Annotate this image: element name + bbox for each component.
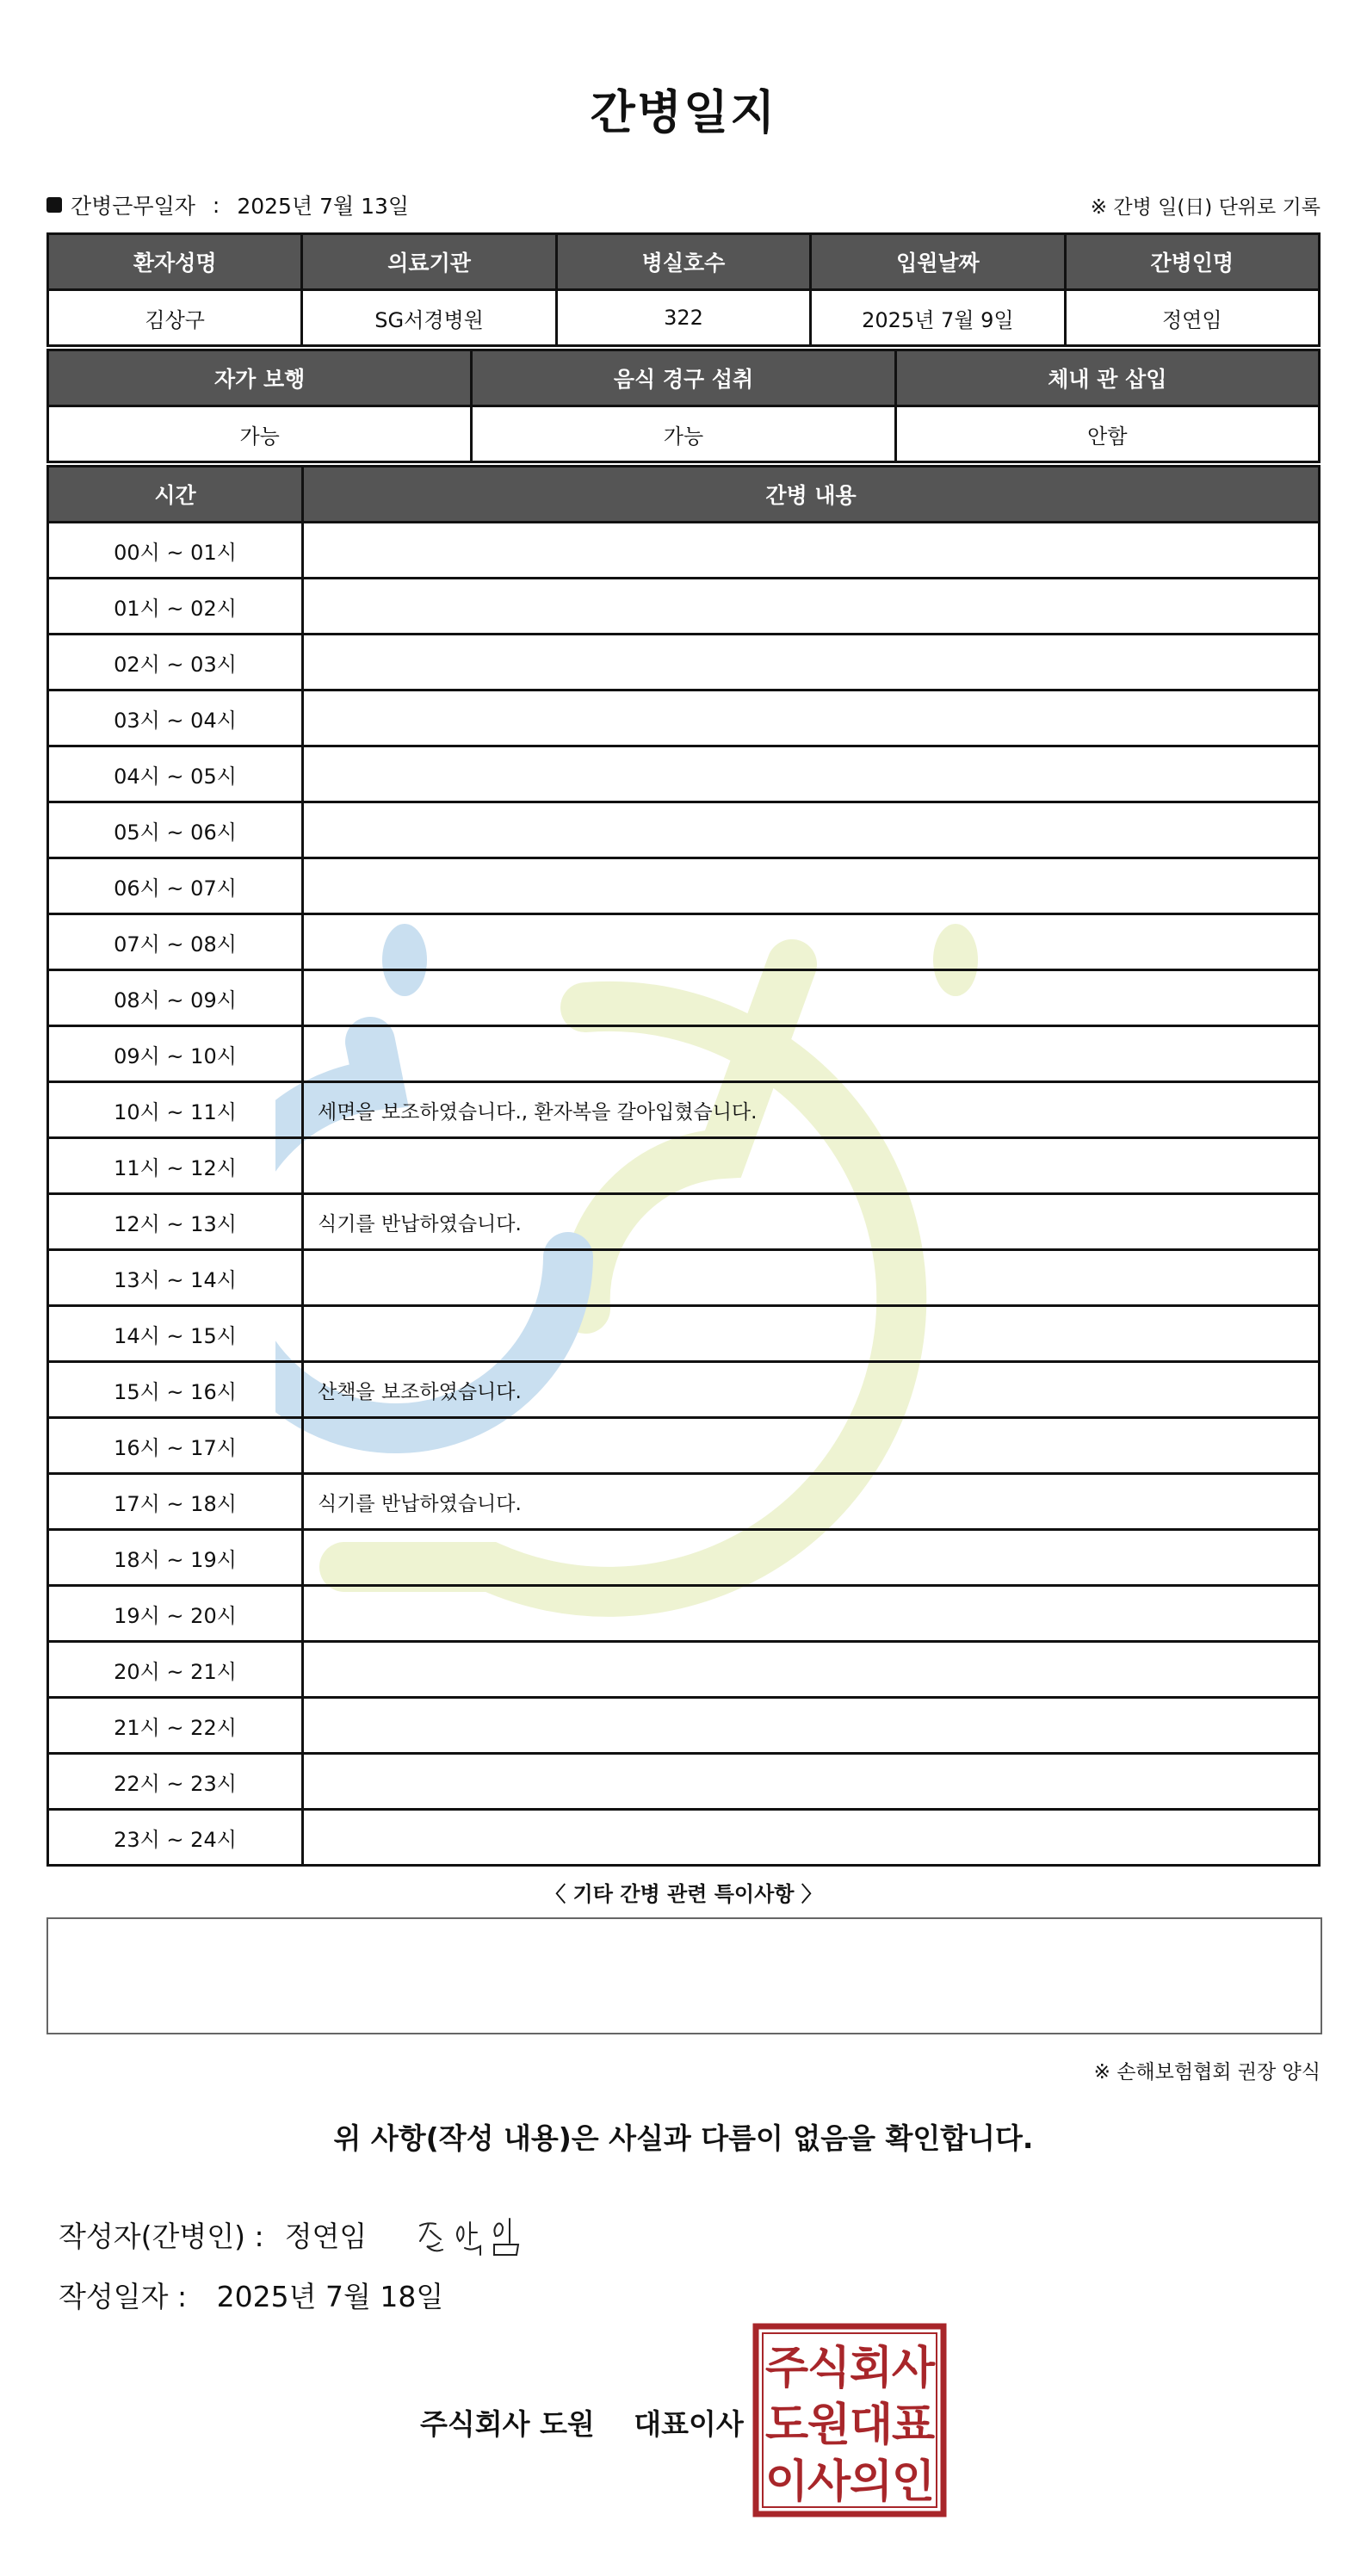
care-log-row xyxy=(48,523,1320,579)
header-caregiver: 간병인명 xyxy=(1065,234,1319,290)
patient-status-table xyxy=(46,349,1321,463)
care-log-row xyxy=(48,1026,1320,1082)
care-log-content xyxy=(303,1418,1320,1474)
care-log-header-row xyxy=(48,467,1320,523)
company-name: 주식회사 도원 xyxy=(420,2407,595,2441)
care-log-time: 12시 ~ 13시 xyxy=(48,1194,303,1250)
square-bullet-icon xyxy=(46,197,62,213)
company-signature-line xyxy=(420,2402,744,2443)
care-log-body xyxy=(48,523,1320,1866)
care-log-content: 식기를 반납하였습니다. xyxy=(303,1474,1320,1530)
written-date-label: 작성일자 : xyxy=(59,2280,188,2313)
care-log-content xyxy=(303,1810,1320,1866)
self-walking-value: 가능 xyxy=(48,406,472,462)
care-log-content xyxy=(303,914,1320,970)
care-log-time: 06시 ~ 07시 xyxy=(48,858,303,914)
care-log-content: 식기를 반납하였습니다. xyxy=(303,1194,1320,1250)
care-log-time: 08시 ~ 09시 xyxy=(48,970,303,1026)
seal-character: 표 xyxy=(891,2400,936,2451)
hospital-name: SG서경병원 xyxy=(302,290,556,346)
care-log-row xyxy=(48,690,1320,746)
care-log-row xyxy=(48,1530,1320,1586)
care-log-time: 13시 ~ 14시 xyxy=(48,1250,303,1306)
header-self-walking: 자가 보행 xyxy=(48,350,472,406)
care-log-row xyxy=(48,1586,1320,1642)
page-title: 간병일지 xyxy=(590,85,777,139)
care-log-content xyxy=(303,1698,1320,1754)
header-care-content: 간병 내용 xyxy=(303,467,1320,523)
seal-character: 인 xyxy=(891,2456,936,2508)
care-log-content xyxy=(303,1306,1320,1362)
header-time: 시간 xyxy=(48,467,303,523)
care-log-time: 19시 ~ 20시 xyxy=(48,1586,303,1642)
care-log-time: 11시 ~ 12시 xyxy=(48,1138,303,1194)
care-log-row xyxy=(48,858,1320,914)
header-hospital: 의료기관 xyxy=(302,234,556,290)
header-patient-name: 환자성명 xyxy=(48,234,302,290)
work-date-value: 2025년 7월 13일 xyxy=(237,194,410,219)
care-log-row xyxy=(48,970,1320,1026)
care-log-row xyxy=(48,1698,1320,1754)
seal-character: 도 xyxy=(764,2400,809,2451)
status-value-row xyxy=(48,406,1320,462)
writer-label: 작성자(간병인) : xyxy=(59,2219,264,2253)
company-seal-stamp xyxy=(752,2323,947,2517)
care-log-content xyxy=(303,802,1320,858)
care-log-time: 09시 ~ 10시 xyxy=(48,1026,303,1082)
care-log-time: 10시 ~ 11시 xyxy=(48,1082,303,1138)
handwritten-signature xyxy=(415,2208,544,2260)
care-log-time: 14시 ~ 15시 xyxy=(48,1306,303,1362)
caregiver-name: 정연임 xyxy=(1065,290,1319,346)
header-room: 병실호수 xyxy=(556,234,810,290)
care-log-time: 21시 ~ 22시 xyxy=(48,1698,303,1754)
care-log-time: 15시 ~ 16시 xyxy=(48,1362,303,1418)
care-log-content xyxy=(303,523,1320,579)
care-log-row xyxy=(48,1194,1320,1250)
care-log-content xyxy=(303,1138,1320,1194)
care-log-time: 04시 ~ 05시 xyxy=(48,746,303,802)
care-log-row xyxy=(48,914,1320,970)
writer-line xyxy=(59,2208,544,2260)
care-log-time: 22시 ~ 23시 xyxy=(48,1754,303,1810)
care-log-content xyxy=(303,690,1320,746)
care-log-content xyxy=(303,1530,1320,1586)
care-log-row xyxy=(48,1250,1320,1306)
hourly-care-log-table xyxy=(46,465,1321,1867)
care-log-time: 05시 ~ 06시 xyxy=(48,802,303,858)
care-log-row xyxy=(48,579,1320,635)
care-log-time: 17시 ~ 18시 xyxy=(48,1474,303,1530)
care-log-time: 02시 ~ 03시 xyxy=(48,635,303,690)
care-log-time: 20시 ~ 21시 xyxy=(48,1642,303,1698)
care-log-row xyxy=(48,1082,1320,1138)
care-log-row xyxy=(48,1810,1320,1866)
care-log-content: 세면을 보조하였습니다., 환자복을 갈아입혔습니다. xyxy=(303,1082,1320,1138)
care-log-content xyxy=(303,1754,1320,1810)
patient-info-table xyxy=(46,232,1321,347)
care-log-time: 16시 ~ 17시 xyxy=(48,1418,303,1474)
written-date-value: 2025년 7월 18일 xyxy=(216,2280,444,2313)
remarks-title: 〈 기타 간병 관련 특이사항 〉 xyxy=(545,1882,822,1906)
company-role: 대표이사 xyxy=(634,2407,744,2441)
care-log-row xyxy=(48,1418,1320,1474)
seal-character: 주 xyxy=(764,2343,809,2394)
patient-header-row xyxy=(48,234,1320,290)
work-date-label: 간병근무일자 xyxy=(71,194,195,219)
seal-character: 사 xyxy=(807,2456,851,2508)
care-log-time: 23시 ~ 24시 xyxy=(48,1810,303,1866)
seal-character: 식 xyxy=(807,2343,851,2394)
status-header-row xyxy=(48,350,1320,406)
tube-insertion-value: 안함 xyxy=(895,406,1319,462)
care-log-time: 03시 ~ 04시 xyxy=(48,690,303,746)
header-tube-insertion: 체내 관 삽입 xyxy=(895,350,1319,406)
care-log-row xyxy=(48,1754,1320,1810)
care-log-time: 00시 ~ 01시 xyxy=(48,523,303,579)
remarks-box xyxy=(46,1917,1322,2034)
seal-character: 사 xyxy=(891,2343,936,2394)
care-log-row xyxy=(48,746,1320,802)
seal-character: 이 xyxy=(764,2456,809,2508)
care-log-time: 07시 ~ 08시 xyxy=(48,914,303,970)
seal-character: 원 xyxy=(807,2400,851,2451)
care-log-time: 18시 ~ 19시 xyxy=(48,1530,303,1586)
seal-character: 대 xyxy=(849,2400,894,2451)
work-date-line xyxy=(46,189,409,220)
care-log-content xyxy=(303,635,1320,690)
care-log-content xyxy=(303,970,1320,1026)
patient-name: 김상구 xyxy=(48,290,302,346)
care-log-row xyxy=(48,1138,1320,1194)
header-oral-intake: 음식 경구 섭취 xyxy=(472,350,895,406)
unit-note: ※ 간병 일(日) 단위로 기록 xyxy=(1090,196,1321,219)
confirmation-statement: 위 사항(작성 내용)은 사실과 다름이 없음을 확인합니다. xyxy=(333,2121,1034,2155)
care-log-row xyxy=(48,802,1320,858)
care-log-content xyxy=(303,1250,1320,1306)
written-date-line xyxy=(59,2275,443,2315)
care-log-content xyxy=(303,1586,1320,1642)
care-log-time: 01시 ~ 02시 xyxy=(48,579,303,635)
care-log-content xyxy=(303,579,1320,635)
care-log-content xyxy=(303,746,1320,802)
seal-character: 회 xyxy=(849,2343,894,2394)
care-log-content xyxy=(303,1642,1320,1698)
patient-value-row xyxy=(48,290,1320,346)
writer-name: 정연임 xyxy=(284,2219,368,2253)
seal-character: 의 xyxy=(849,2456,894,2508)
care-log-row xyxy=(48,635,1320,690)
care-log-content xyxy=(303,858,1320,914)
care-log-row xyxy=(48,1362,1320,1418)
care-log-row xyxy=(48,1474,1320,1530)
association-note: ※ 손해보험협회 권장 양식 xyxy=(1093,2061,1321,2084)
oral-intake-value: 가능 xyxy=(472,406,895,462)
care-log-row xyxy=(48,1306,1320,1362)
work-date-separator: : xyxy=(212,192,220,218)
admission-date: 2025년 7월 9일 xyxy=(811,290,1065,346)
header-admission-date: 입원날짜 xyxy=(811,234,1065,290)
care-log-row xyxy=(48,1642,1320,1698)
room-number: 322 xyxy=(556,290,810,346)
care-log-content: 산책을 보조하였습니다. xyxy=(303,1362,1320,1418)
care-log-content xyxy=(303,1026,1320,1082)
